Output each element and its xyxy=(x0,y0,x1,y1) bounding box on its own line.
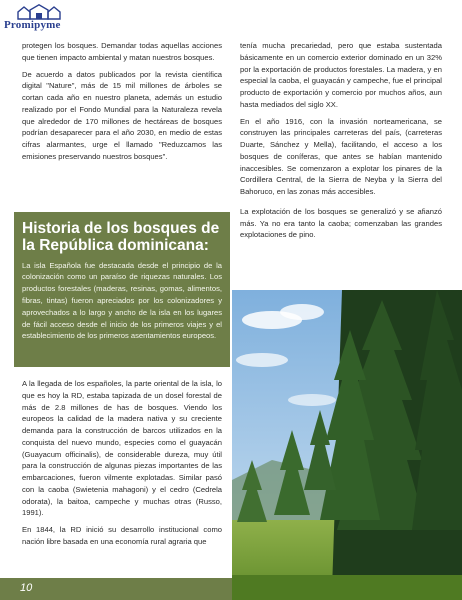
left-column-top xyxy=(22,40,222,168)
paragraph: protegen los bosques. Demandar todas aquellas acciones que tienen impacto ambiental y matan nuestros bosques. xyxy=(22,41,222,62)
paragraph: A la llegada de los españoles, la parte oriental de la isla, lo que es hoy la RD, estaba tapizada de un dosel forestal de más de 2.8 millones de has de bosques. Viendo los europeos la calidad de la madera nativa y su creciente demanda para la construcción de barcos utilizados en la conquista del nuevo mundo, especies como el guayacán (Guayacum officinalis), de considerable dureza, muy útil para la construcción de algunas piezas importantes de las embarcaciones, fueron vilmente explotadas. Similar pasó con la caoba (Swietenia mahagoni) y el cedro (Cedrela odorata), la baitoa, campeche y muchas otras (Russo, 1991). xyxy=(22,379,222,518)
paragraph: En el año 1916, con la invasión norteamericana, se construyen las principales carreteras del país, (carreteras Duarte, Sánchez y Mella), facilitando, el acceso a los bosques de coníferas, que antes se habían mantenido inaccesibles. Se comenzaron a explotar los pinares de la Cordillera Central, de la Sierra de Neyba y la Sierra del Bahoruco, en las zonas más accesibles. xyxy=(240,116,442,197)
paragraph: La explotación de los bosques se generalizó y se afianzó más. Ya no era tanto la caoba; comenzaban las grandes explotaciones de pino. xyxy=(240,206,442,240)
pine-forest-image xyxy=(232,290,462,600)
left-column-bottom xyxy=(22,378,222,553)
page-number-bar xyxy=(0,578,232,600)
paragraph: tenía mucha precariedad, pero que estaba sustentada básicamente en un comercio exterior dominado en un 32% por la exportación de productos forestales. La madera, y en especial la caoba, el guayacán y campeche, fue el principal producto de exportación y comercio por muchos años, aun hasta mediados del siglo XX. xyxy=(240,41,442,109)
paragraph: En 1844, la RD inició su desarrollo institucional como nación libre basada en una economía rural agraria que xyxy=(22,525,222,546)
section-title: Historia de los bosques de la República dominicana: xyxy=(22,220,220,255)
history-section-box xyxy=(14,212,230,367)
logo-text: Promipyme xyxy=(4,19,61,31)
right-column-top xyxy=(240,40,442,246)
houses-logo-icon xyxy=(14,4,64,20)
promipyme-logo xyxy=(4,4,74,32)
page-number: 10 xyxy=(20,582,33,594)
section-intro: La isla Española fue destacada desde el principio de la colonización como un paraíso de riquezas naturales. Los productos forestales (maderas, resinas, gomas, alimentos, fibras, tintas) fueron apreciados por los colonizadores y aprovechados a lo largo y ancho de la isla en los lugares de fácil acceso desde el inicio de los primeros viajes y el establecimiento de los primeros asentamientos europeos. xyxy=(22,260,222,341)
forest-photo xyxy=(232,290,462,600)
paragraph: De acuerdo a datos publicados por la revista científica digital "Nature", más de 15 mil millones de árboles se cortan cada año en nuestro planeta, además un estudio realizado por el Fondo Mundial para la Naturaleza revela que alrededor de 170 millones de hectáreas de bosques podrían desaparecer para el año 2030, en medio de estas cifras alarmantes, urge el llamado "Reduzcamos las emisiones preservando nuestros bosques". xyxy=(22,69,222,161)
